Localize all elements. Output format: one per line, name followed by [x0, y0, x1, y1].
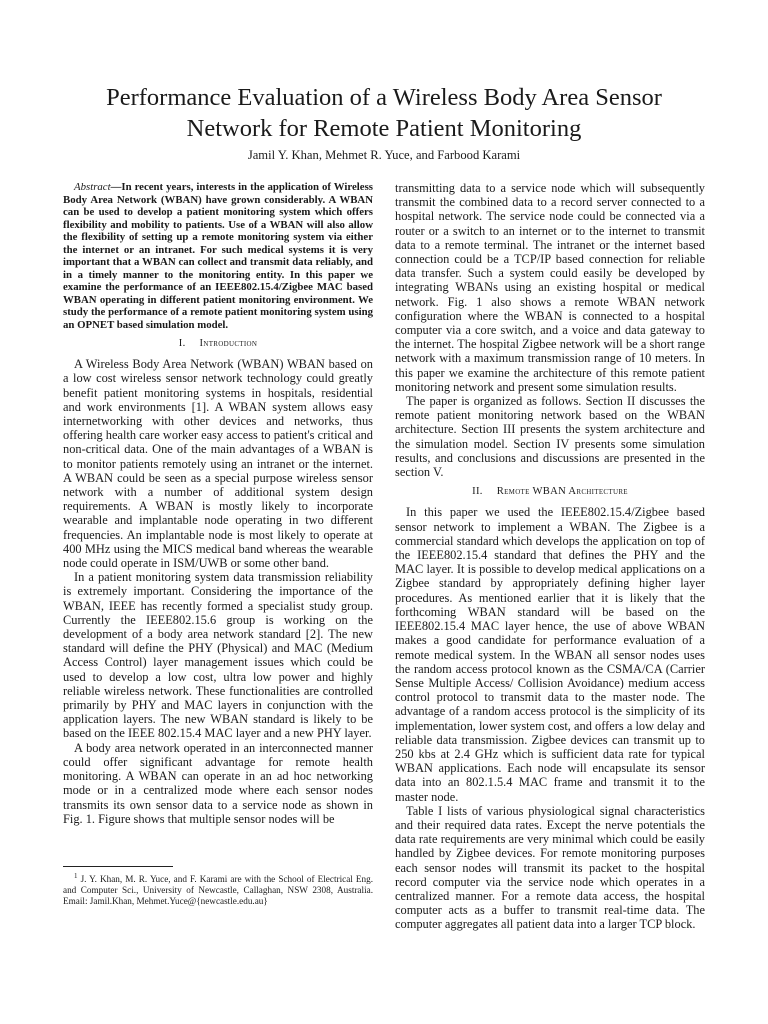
architecture-paragraph-1: In this paper we used the IEEE802.15.4/Zigbee based sensor network to implement a WBAN. The Zigbee is a commercial standard which develops the application on top of the IEEE802.15.4 standard that defines the PHY and the MAC layer. It is possible to develop medical applications on a Zigbee standard by appropriately defining higher layer procedures. As mentioned earlier that it is likely that the forthcoming WBAN standard will be based on the IEEE802.15.4 MAC layer hence, the use of above WBAN makes a good candidate for performance evaluation of a remote medical system. In the WBAN all sensor nodes uses the random access protocol known as the CSMA/CA (Carrier Sense Multiple Access/ Collision Avoidance) medium access control protocol to transmit data to the master node. The advantage of a random access protocol is the simplicity of its implementation, lower system cost, and offers a low delay and reliable data transmission. Zigbee devices can transmit up to 250 kbs at 2.4 GHz which is sufficient data rate for typical WBAN applications. Each node will encapsulate its sensor data into an 802.1.5.4 MAC frame and transmit it to the master node.: [395, 505, 705, 804]
section-number: II.: [472, 486, 483, 498]
intro-paragraph-3: A body area network operated in an interconnected manner could offer significant advantage for remote health monitoring. A WBAN can operate in an ad hoc networking mode or in a centralized mode where each sensor nodes transmits its own sensor data to a service node as shown in Fig. 1. Figure shows that multiple sensor nodes will be: [63, 740, 373, 826]
section-title: Remote WBAN Architecture: [496, 486, 628, 498]
abstract-label: Abstract: [74, 181, 111, 193]
left-column: [63, 181, 373, 907]
paper-title: [60, 82, 708, 144]
title-line-2: Network for Remote Patient Monitoring: [186, 115, 582, 142]
title-line-1: Performance Evaluation of a Wireless Body Area Sensor: [106, 84, 662, 111]
architecture-paragraph-2: Table I lists of various physiological signal characteristics and their required data rates. Except the nerve potentials the data rate requirements are very minimal which could be easily handled by Zigbee devices. For remote monitoring purposes each sensor nodes will transmit its packet to the hospital record computer via the service node which operates in a centralized manner. For a remote data access, the hospital computer acts as a buffer to transmit real-time data. The computer aggregates all patient data into a larger TCP block.: [395, 803, 705, 932]
footnote-text: J. Y. Khan, M. R. Yuce, and F. Karami are with the School of Electrical Eng. and Computer Sci., University of Newcastle, Callaghan, NSW 2308, Australia. Email: Jamil.Khan, Mehmet.Yuce@{newcastle.edu.au}: [63, 873, 373, 906]
author-affiliation-footnote: [63, 871, 373, 907]
footnote-divider: [63, 866, 173, 867]
abstract: [63, 181, 373, 331]
right-column: [395, 181, 705, 932]
section-number: I.: [178, 338, 186, 349]
author-list: Jamil Y. Khan, Mehmet R. Yuce, and Farbood Karami: [247, 148, 521, 162]
organization-paragraph: The paper is organized as follows. Section II discusses the remote patient monitoring network based on the WBAN architecture. Section III presents the system architecture and the simulation model. Section IV presents some simulation results, and conclusions and discussions are presented in the section V.: [395, 394, 705, 480]
intro-continuation-paragraph: transmitting data to a service node which will subsequently transmit the combined data to a record server connected to a hospital network. The service node could be connected via a router or a switch to an internet or to the internet to transmit data to a remote terminal. The intranet or the internet based connection could be a TCP/IP based connection for reliable data transfer. Such a system could easily be developed by integrating WBANs using an existing hospital or medical network. Fig. 1 also shows a remote WBAN network configuration where the WBAN is connected to a hospital computer via a core switch, and a voice and data gateway to the internet. The hospital Zigbee network will be a short range network with a maximum transmission range of 10 meters. In this paper we examine the architecture of this remote patient monitoring network and present some simulation results.: [395, 181, 705, 394]
intro-paragraph-1: A Wireless Body Area Network (WBAN) WBAN based on a low cost wireless sensor network technology could greatly benefit patient monitoring systems in hospitals, residential and work environments [1]. A WBAN system allows easy internetworking with other devices and networks, thus offering health care worker easy access to patient's critical and non-critical data. One of the main advantages of a WBAN is to monitor patients remotely using an intranet or the internet. A WBAN could be seen as a special purpose wireless sensor network with a number of additional system design requirements. A WBAN is mostly likely to incorporate wearable and implantable node operating in two different frequencies. An implantable node is most likely to operate at 400 MHz using the MICS medical band whereas the wearable node could operate in ISM/UWB or some other band.: [63, 357, 373, 571]
intro-paragraph-2: In a patient monitoring system data transmission reliability is extremely important. Considering the importance of the WBAN, IEEE has recently formed a specialist study group. Currently the IEEE802.15.6 group is working on the development of a body area network standard [2]. The new standard will define the PHY (Physical) and MAC (Medium Access Control) layer management issues which could be used to develop a low cost, ultra low power and highly reliable wireless network. These functionalities are controlled primarily by PHY and MAC layers in conjunction with the application layers. The new WBAN standard is likely to be based on the IEEE 802.15.4 MAC layer and a new PHY layer.: [63, 570, 373, 741]
section-title: Introduction: [199, 338, 258, 349]
abstract-text: —In recent years, interests in the application of Wireless Body Area Network (WBAN) have grown considerably. A WBAN can be used to develop a patient monitoring system which offers flexibility and mobility to patients. Use of a WBAN will also allow the flexibility of setting up a remote monitoring system via either the internet or an intranet. For such medical systems it is very important that a WBAN can collect and transmit data reliably, and in a timely manner to the monitoring entity. In this paper we examine the performance of an IEEE802.15.4/Zigbee MAC based WBAN operating in different patient monitoring environment. We study the performance of a remote patient monitoring system using an OPNET based simulation model.: [63, 181, 373, 331]
section-heading-architecture: [395, 485, 705, 499]
section-heading-introduction: [63, 337, 373, 351]
footnote-mark: 1: [74, 871, 78, 880]
